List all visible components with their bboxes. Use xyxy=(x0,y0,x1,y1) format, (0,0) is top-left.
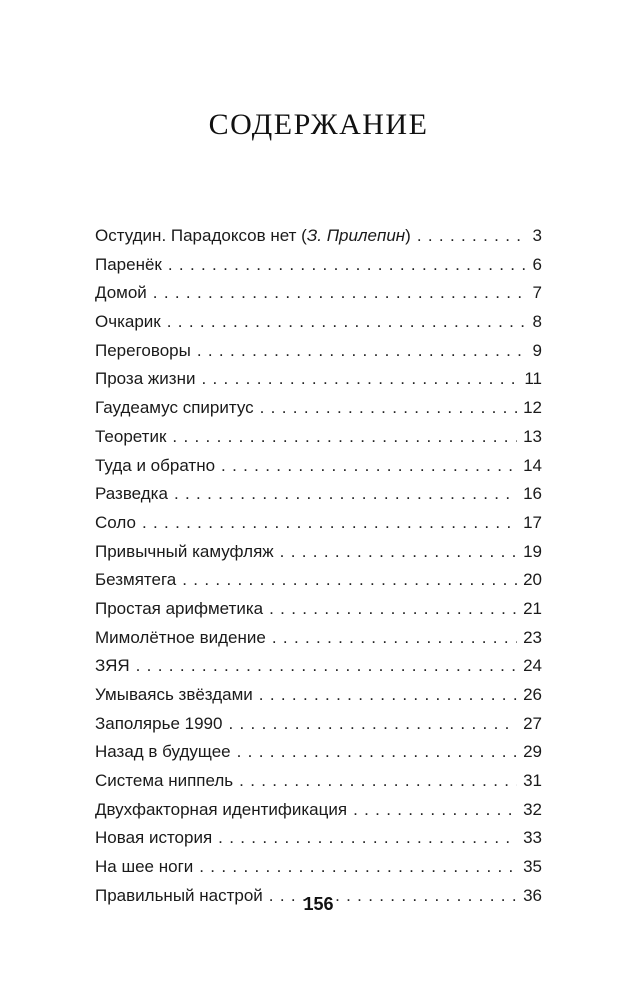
toc-entry-page: 32 xyxy=(523,799,542,819)
toc-entry xyxy=(95,624,542,653)
toc-entry-page: 36 xyxy=(523,885,542,905)
toc-entry-title: Простая арифметика xyxy=(95,598,264,618)
toc-entry-page: 23 xyxy=(523,627,542,647)
toc-entry xyxy=(95,767,542,796)
toc-entry-page: 6 xyxy=(532,254,542,274)
dot-leader xyxy=(239,767,517,796)
dot-leader xyxy=(237,738,517,767)
toc-entry-title: Система ниппель xyxy=(95,771,234,791)
toc-entry xyxy=(95,423,542,452)
toc-entry-title: Назад в будущее xyxy=(95,742,231,762)
toc-entry-page: 3 xyxy=(532,226,542,245)
toc-entry xyxy=(95,365,542,394)
dot-leader xyxy=(272,624,517,653)
dot-leader xyxy=(168,251,527,280)
toc-entry xyxy=(95,337,542,366)
toc-entry-title: Заполярье 1990 xyxy=(95,713,223,733)
toc-entry xyxy=(95,308,542,337)
toc-entry-page: 35 xyxy=(523,857,542,877)
dot-leader xyxy=(182,566,517,595)
toc-entry-page: 13 xyxy=(523,426,542,446)
toc-entry-page: 12 xyxy=(523,398,542,418)
toc-entry-page: 7 xyxy=(532,283,542,303)
toc-entry-page: 26 xyxy=(523,685,542,704)
toc-entry-page: 19 xyxy=(523,541,542,561)
toc-entry xyxy=(95,394,542,423)
dot-leader xyxy=(280,538,517,567)
dot-leader xyxy=(259,681,517,710)
toc-entry xyxy=(95,251,542,280)
toc-entry-title: Гаудеамус спиритус xyxy=(95,398,254,418)
toc-entry-page: 24 xyxy=(523,656,542,676)
dot-leader xyxy=(172,423,517,452)
page-number: 156 xyxy=(303,894,334,914)
dot-leader xyxy=(167,308,527,337)
dot-leader xyxy=(197,337,527,366)
toc-entry-title: Туда и обратно xyxy=(95,455,216,475)
toc-entry-page: 33 xyxy=(523,828,542,848)
dot-leader xyxy=(228,710,517,739)
toc-entry-page: 11 xyxy=(524,369,542,389)
toc-entry-title: Очкарик xyxy=(95,312,161,332)
toc-entry-title: Безмятега xyxy=(95,570,177,590)
toc-entry-page: 27 xyxy=(523,713,542,733)
dot-leader xyxy=(417,222,527,251)
toc-entry-title: ЗЯЯ xyxy=(95,656,130,676)
dot-leader xyxy=(142,509,517,538)
toc-entry-title: Теоретик xyxy=(95,426,167,446)
toc-entry-title: Правильный настрой xyxy=(95,885,263,905)
dot-leader xyxy=(199,853,517,882)
toc-entry-title: Двухфакторная идентификация xyxy=(95,799,348,819)
toc-entry-title: Проза жизни xyxy=(95,369,196,389)
toc-entry-page: 29 xyxy=(523,742,542,762)
page-title: СОДЕРЖАНИЕ xyxy=(208,108,429,142)
toc-entry-page: 9 xyxy=(532,340,542,360)
toc-entry-title: Мимолётное видение xyxy=(95,627,266,647)
dot-leader xyxy=(136,652,517,681)
toc-entry-title: Соло xyxy=(95,512,136,532)
toc-entry xyxy=(95,595,542,624)
toc-entry-page: 31 xyxy=(523,771,542,791)
toc-entry xyxy=(95,681,542,710)
toc-entry xyxy=(95,652,542,681)
toc-entry xyxy=(95,566,542,595)
toc-entry-title: Остудин. Парадоксов нет (З. Прилепин) xyxy=(95,226,411,245)
toc-entry xyxy=(95,824,542,853)
dot-leader xyxy=(218,824,517,853)
toc-entry xyxy=(95,538,542,567)
toc-entry xyxy=(95,738,542,767)
toc-entry xyxy=(95,480,542,509)
toc-entry xyxy=(95,222,542,251)
toc-entry-page: 14 xyxy=(523,455,542,475)
toc-entry-title: Паренёк xyxy=(95,254,162,274)
dot-leader xyxy=(260,394,517,423)
dot-leader xyxy=(221,452,517,481)
toc-entry-page: 21 xyxy=(523,598,542,618)
toc-entry-page: 17 xyxy=(523,512,542,532)
toc-entry-title: На шее ноги xyxy=(95,857,194,877)
toc-entry xyxy=(95,509,542,538)
toc-entry-page: 20 xyxy=(523,570,542,590)
toc-entry-title: Разведка xyxy=(95,484,168,504)
toc-entry xyxy=(95,279,542,308)
toc-entry-title: Переговоры xyxy=(95,340,191,360)
toc-entry xyxy=(95,452,542,481)
toc-entry-page: 16 xyxy=(523,484,542,504)
toc-entry xyxy=(95,710,542,739)
dot-leader xyxy=(201,365,518,394)
toc-entry-title: Умываясь звёздами xyxy=(95,685,253,704)
toc-entry xyxy=(95,796,542,825)
toc-entry-title: Новая история xyxy=(95,828,213,848)
table-of-contents xyxy=(95,222,542,911)
dot-leader xyxy=(353,796,517,825)
toc-entry-title: Домой xyxy=(95,283,147,303)
dot-leader xyxy=(174,480,517,509)
toc-entry-title: Привычный камуфляж xyxy=(95,541,274,561)
toc-entry xyxy=(95,853,542,882)
dot-leader xyxy=(269,595,517,624)
dot-leader xyxy=(153,279,527,308)
toc-entry-page: 8 xyxy=(532,312,542,332)
